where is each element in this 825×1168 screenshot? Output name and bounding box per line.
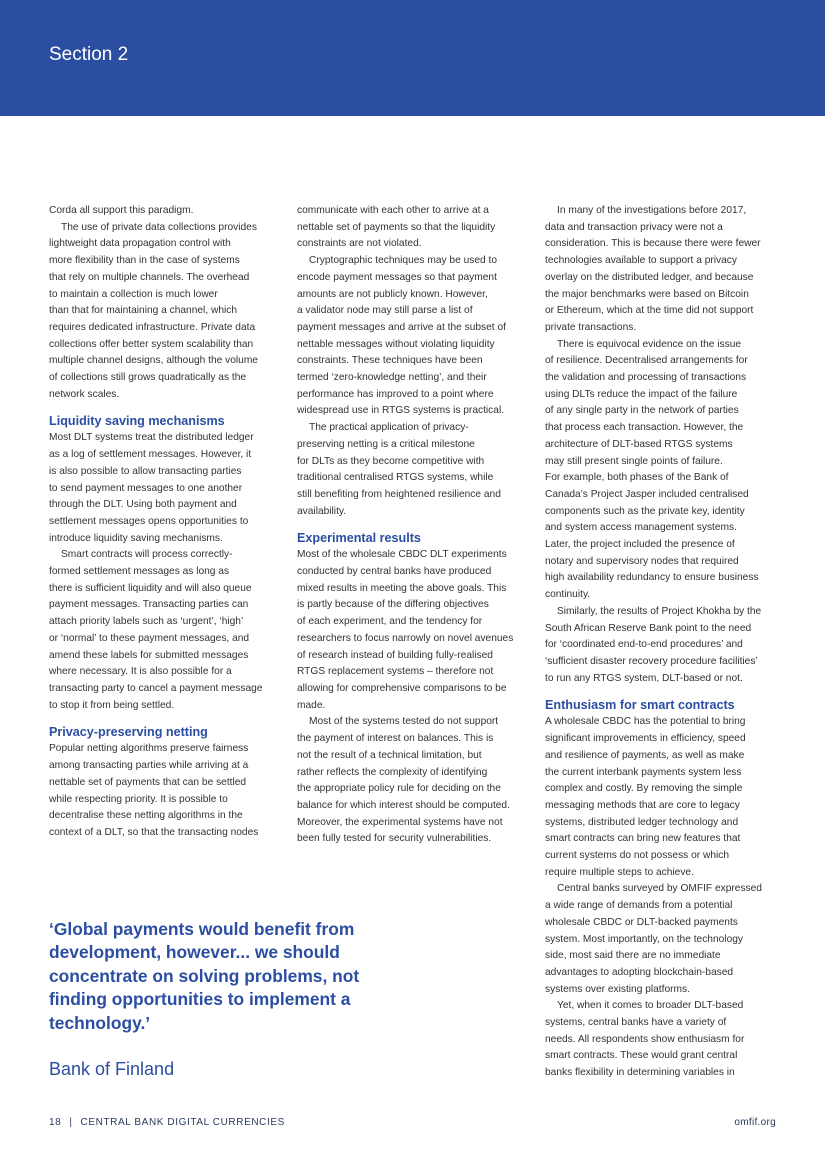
quote-attribution: Bank of Finland xyxy=(49,1059,175,1079)
paragraph: Popular netting algorithms preserve fairness among transacting parties while arriving at a nettable set of payments that can be settled while respecting priority. It is possible to decentralise these netting algorithms in the context of a DLT, so that the transacting nodes xyxy=(49,743,259,838)
column-2 xyxy=(297,203,531,848)
paragraph: In many of the investigations before 2017, data and transaction privacy were not a consideration. This is because there were fewer technologies available to support a privacy overlay on the distributed ledger, and because the major benchmarks were based on Bitcoin or Ethereum, which at the time did not support private transactions. xyxy=(545,205,761,333)
paragraph: Cryptographic techniques may be used to encode payment messages so that payment amounts are not publicly known. However, a validator node may still parse a list of payment messages and arrive at the subset of nettable messages without violating liquidity constraints. These techniques have been termed ‘zero-knowledge netting’, and their performance has improved to a point where widespread use in RTGS systems is practical. xyxy=(297,255,506,417)
pull-quote: ‘Global payments would benefit from development, however... we should concentrate on solving problems, not finding opportunities to implement a technology.’ xyxy=(49,919,360,1033)
header-banner xyxy=(0,0,825,116)
paragraph: Most of the wholesale CBDC DLT experiments conducted by central banks have produced mixed results in meeting the above goals. This is partly because of the differing objectives of each experiment, and the tendency for researchers to focus narrowly on novel avenues of research instead of building fully-realised RTGS replacement systems – therefore not allowing for comprehensive comparisons to be made. xyxy=(297,549,514,711)
publication-title: CENTRAL BANK DIGITAL CURRENCIES xyxy=(80,1117,285,1128)
paragraph: Most DLT systems treat the distributed ledger as a log of settlement messages. However, it is also possible to allow transacting parties to send payment messages to one another through the DLT. Using both payment and settlement messages opens opportunities to introduce liquidity saving mechanisms. xyxy=(49,432,254,544)
paragraph: Most of the systems tested do not support the payment of interest on balances. This is not the result of a technical limitation, but rather reflects the complexity of identifying the appropriate policy rule for deciding on the balance for which interest should be computed. Moreover, the experimental systems have not been fully tested for security vulnerabilities. xyxy=(297,716,510,845)
column-3 xyxy=(545,203,779,1082)
subheading-liquidity: Liquidity saving mechanisms xyxy=(49,414,225,429)
paragraph: There is equivocal evidence on the issue of resilience. Decentralised arrangements for the validation and processing of transactions using DLTs reduce the impact of the failure of any single party in the network of parties that process each transaction. However, the architecture of DLT-based RTGS systems may still present single points of failure. For example, both phases of the Bank of Canada’s Project Jasper included centralised components such as the private key, identity and system access management systems. Later, the project included the presence of notary and supervisory nodes that required high availability redundancy to ensure business continuity. xyxy=(545,338,759,601)
paragraph: Yet, when it comes to broader DLT-based systems, central banks have a variety of needs. All respondents show enthusiasm for smart contracts. These would grant central banks flexibility in determining variables in xyxy=(545,1000,745,1079)
paragraph: The use of private data collections provides lightweight data propagation control with more flexibility than in the case of systems that rely on multiple channels. The overhead to maintain a collection is much lower than that for maintaining a channel, which requires dedicated infrastructure. Private data collections offer better system scalability than multiple channel designs, although the volume of collections still grows quadratically as the network scales. xyxy=(49,221,258,400)
paragraph: Similarly, the results of Project Khokha by the South African Reserve Bank point to the need for ‘coordinated end-to-end procedures’ and ‘sufficient disaster recovery procedure facilities’ to run any RTGS system, DLT-based or not. xyxy=(545,605,762,684)
paragraph: Central banks surveyed by OMFIF expressed a wide range of demands from a potential wholesale CBDC or DLT-backed payments system. Most importantly, on the technology side, most said there are no immediate advantages to adopting blockchain-based systems over existing platforms. xyxy=(545,883,762,995)
paragraph: The practical application of privacy- preserving netting is a critical milestone for DLTs as they become competitive with traditional centralised RTGS systems, while still benefiting from heightened resilience and availability. xyxy=(297,422,501,517)
paragraph: Corda all support this paradigm. xyxy=(49,205,194,216)
paragraph: communicate with each other to arrive at a nettable set of payments so that the liquidity constraints are not violated. xyxy=(297,205,496,250)
footer-left xyxy=(49,1117,285,1128)
paragraph: Smart contracts will process correctly- formed settlement messages as long as there is sufficient liquidity and will also queue payment messages. Transacting parties can attach priority labels such as ‘urgent’, ‘high’ or ‘normal’ to these payment messages, and amend these labels for submitted messages where necessary. It is also possible for a transacting party to cancel a payment message to stop it from being settled. xyxy=(49,549,263,711)
section-title: Section 2 xyxy=(49,44,129,65)
subheading-privacy: Privacy-preserving netting xyxy=(49,725,208,740)
footer-separator: | xyxy=(69,1117,73,1128)
footer-site-link[interactable]: omfif.org xyxy=(734,1117,776,1128)
subheading-experimental: Experimental results xyxy=(297,531,421,546)
column-1 xyxy=(49,203,283,842)
paragraph: A wholesale CBDC has the potential to bring significant improvements in efficiency, speed and resilience of payments, as well as make the current interbank payments system less complex and costly. By removing the simple messaging methods that are core to legacy systems, distributed ledger technology and smart contracts can bring new features that current systems do not possess or which require multiple steps to achieve. xyxy=(545,716,746,878)
subheading-smart-contracts: Enthusiasm for smart contracts xyxy=(545,698,735,713)
page-number: 18 xyxy=(49,1117,62,1128)
